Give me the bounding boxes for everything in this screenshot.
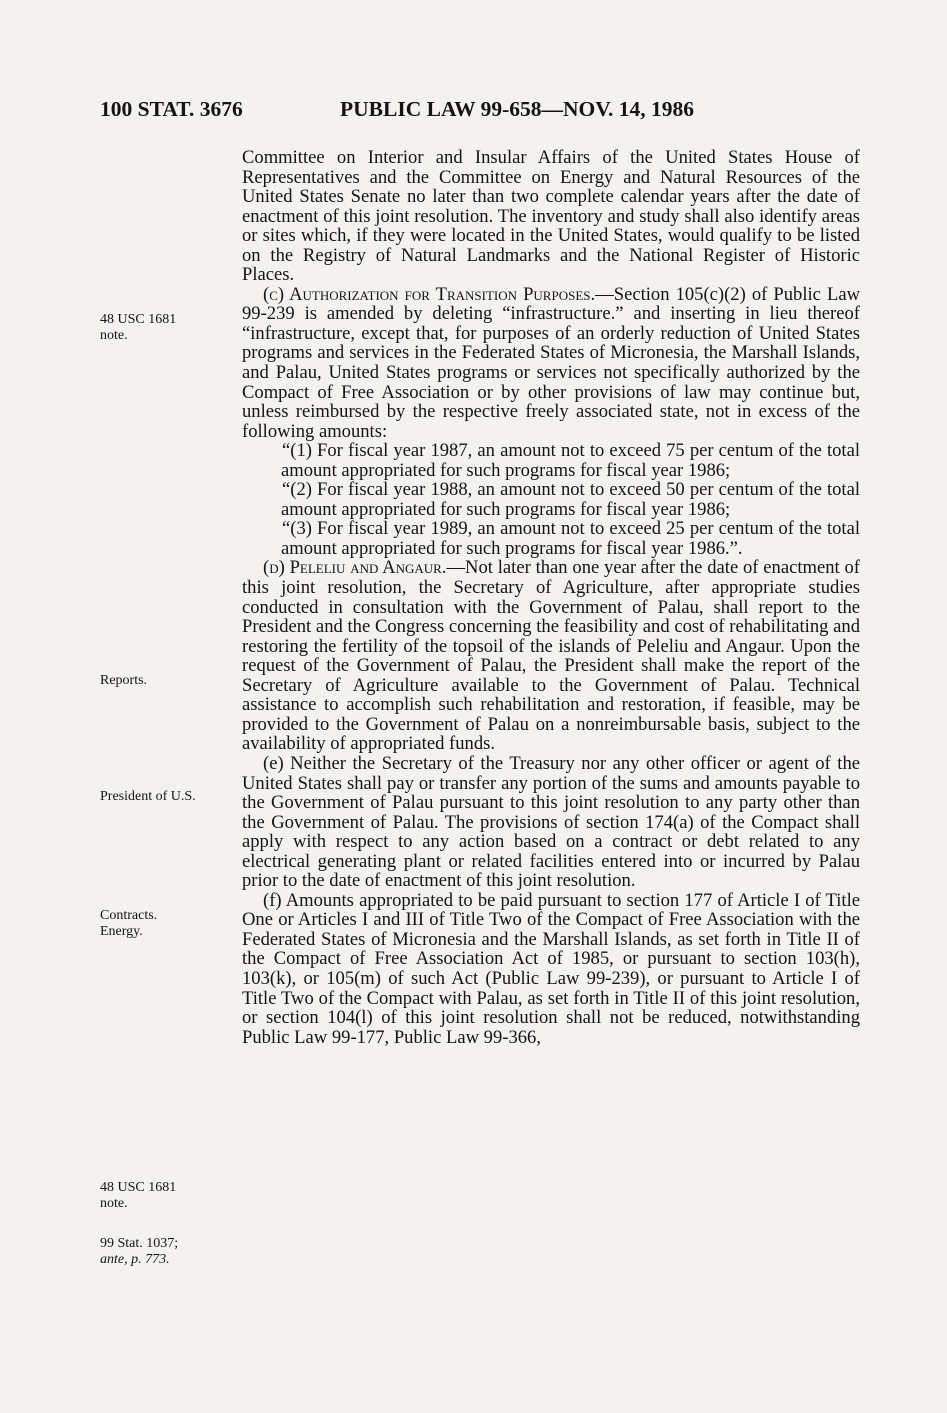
paragraph-c2: “(2) For fiscal year 1988, an amount not to exceed 50 per centum of the total amount appropriated for such programs for fiscal year 1986; xyxy=(281,479,860,520)
margin-note-line: President of U.S. xyxy=(100,789,196,804)
subsection-text: —Section 105(c)(2) of Public Law 99-239 is amended by deleting “infrastructure.” and inserting in lieu thereof “infrastructure, except that, for purposes of an orderly reduction of United States programs and services in the Federated States of Micronesia, the Marshall Islands, and Palau, United States programs or services not specifically authorized by the Compact of Free Association or by other provisions of law may continue but, unless reimbursed by the respective freely associated state, not in excess of the following amounts: xyxy=(242,283,860,442)
margin-note-line: Contracts. xyxy=(100,908,158,923)
margin-note-line: note. xyxy=(100,1196,128,1211)
margin-note-stat xyxy=(100,1236,230,1268)
paragraph-c1: “(1) For fiscal year 1987, an amount not to exceed 75 per centum of the total amount appropriated for such programs for fiscal year 1986; xyxy=(281,440,860,481)
margin-note-usc-2 xyxy=(100,1180,230,1212)
subsection-heading: (c) Authorization for Transition Purposes. xyxy=(263,283,596,305)
paragraph-f: (f) Amounts appropriated to be paid pursuant to section 177 of Article I of Title One or Articles I and III of Title Two of the Compact of Free Association with the Federated States of Micronesia and the Marshall Islands, as set forth in Title II of the Compact of Free Association Act of 1985, or pursuant to section 103(h), 103(k), or 105(m) of such Act (Public Law 99-239), or pursuant to Article I of Title Two of the Compact with Palau, as set forth in Title II of this joint resolution, or section 104(l) of this joint resolution shall not be reduced, notwithstanding Public Law 99-177, Public Law 99-366, xyxy=(242,889,860,1048)
margin-note-line: 48 USC 1681 xyxy=(100,1180,177,1195)
paragraph-intro: Committee on Interior and Insular Affairs of the United States House of Representatives and the Committee on Energy and Natural Resources of the United States Senate no later than two complete calendar years after the date of enactment of this joint resolution. The inventory and study shall also identify areas or sites which, if they were located in the United States, would qualify to be listed on the Registry of Natural Landmarks and the National Register of Historic Places. xyxy=(242,147,860,286)
margin-note-line: Reports. xyxy=(100,673,148,688)
subsection-heading: (d) Peleliu and Angaur. xyxy=(263,557,447,579)
margin-note-line: 99 Stat. 1037; xyxy=(100,1236,179,1251)
margin-note-line: Energy. xyxy=(100,924,143,939)
law-title: PUBLIC LAW 99-658—NOV. 14, 1986 xyxy=(340,97,694,121)
margin-note-reports xyxy=(100,673,230,689)
margin-note-president xyxy=(100,789,230,805)
margin-note-usc-1 xyxy=(100,312,230,344)
paragraph-e: (e) Neither the Secretary of the Treasury nor any other officer or agent of the United States shall pay or transfer any portion of the sums and amounts payable to the Government of Palau pursuant to this joint resolution to any party other than the Government of Palau. The provisions of section 174(a) of the Compact shall apply with respect to any action based on a contract or debt related to any electrical generating plant or related facilities entered into or incurred by Palau prior to the date of enactment of this joint resolution. xyxy=(242,752,860,892)
margin-note-contracts xyxy=(100,908,230,940)
paragraph-d xyxy=(242,558,860,753)
paragraph-c xyxy=(242,285,860,441)
body-text xyxy=(242,148,860,1047)
margin-note-line: ante, p. 773. xyxy=(100,1252,170,1267)
margin-note-line: note. xyxy=(100,328,128,343)
statute-page-number: 100 STAT. 3676 xyxy=(100,97,243,121)
paragraph-c3: “(3) For fiscal year 1989, an amount not to exceed 25 per centum of the total amount appropriated for such programs for fiscal year 1986.”. xyxy=(281,518,860,559)
subsection-text: —Not later than one year after the date of enactment of this joint resolution, the Secretary of Agriculture, after appropriate studies conducted in consultation with the Government of Palau, shall report to the President and the Congress concerning the feasibility and cost of rehabilitating and restoring the fertility of the topsoil of the islands of Peleliu and Angaur. Upon the request of the Government of Palau, the President shall make the report of the Secretary of Agriculture available to the Government of Palau. Technical assistance to accomplish such rehabilitation and restoration, if feasible, may be provided to the Government of Palau on a nonreimbursable basis, subject to the availability of appropriated funds. xyxy=(242,557,860,755)
margin-note-line: 48 USC 1681 xyxy=(100,312,177,327)
page-header xyxy=(100,97,860,127)
